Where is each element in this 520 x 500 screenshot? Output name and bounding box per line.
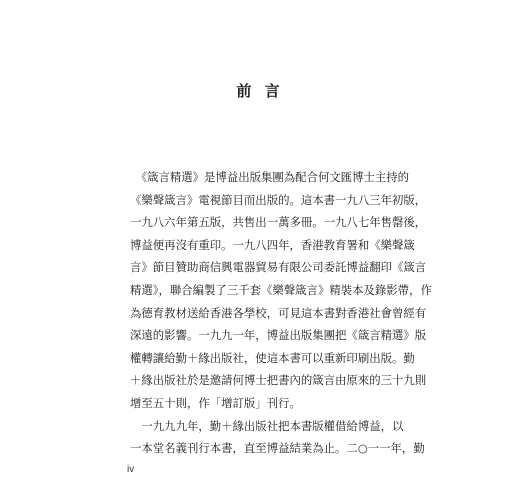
text-line: 精選》，聯合編製了三千套《樂聲箴言》精裝本及錄影帶，作: [130, 282, 432, 297]
page-title: 前 言: [236, 82, 284, 100]
text-line: 為德育教材送給香港各學校，可見這本書對香港社會曾經有: [130, 305, 427, 320]
page-number: iv: [127, 464, 135, 475]
text-line: 《箴言精選》是博益出版集團為配合何文匯博士主持的: [130, 170, 410, 184]
text-line: 言》節目贊助商信興電器貿易有限公司委託博益翻印《箴言: [130, 260, 427, 275]
text-line: 一本堂名義刊行本書，直至博益結業為止。二○一一年，勤: [130, 441, 425, 456]
text-line: 一九九九年，勤＋緣出版社把本書版權借給博益，以: [130, 418, 404, 433]
text-line: 增至五十則，作「增訂版」刊行。: [130, 395, 301, 410]
text-line: 一九八六年第五版，共售出一萬多冊。一九八七年售罄後，: [130, 215, 427, 230]
preface-body: [130, 166, 432, 460]
text-line: 權轉讓給勤＋緣出版社，使這本書可以重新印刷出版。勤: [130, 350, 415, 365]
text-line: 博益便再沒有重印。一九八四年，香港教育署和《樂聲箴: [130, 237, 415, 252]
text-line: ＋緣出版社於是邀請何博士把書內的箴言由原來的三十九則: [130, 373, 427, 388]
text-line: 深遠的影響。一九九一年，博益出版集團把《箴言精選》版: [130, 328, 427, 343]
text-line: 《樂聲箴言》電視節目而出版的。這本書一九八三年初版，: [130, 192, 427, 207]
